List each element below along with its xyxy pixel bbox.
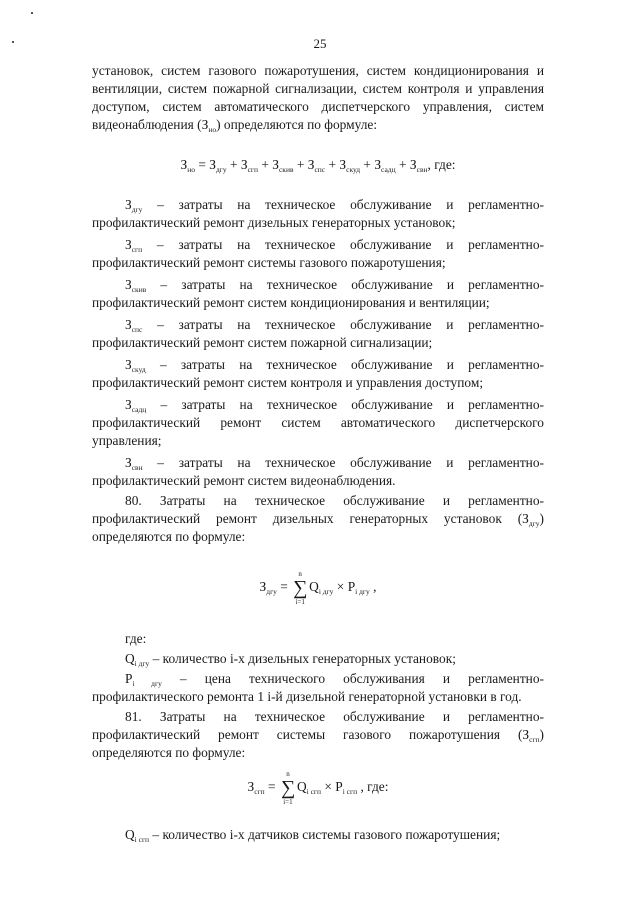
where-80-q-sub: i дгу [134, 659, 150, 668]
formula2-times: × [333, 579, 348, 595]
where-81-q-text: – количество i-х датчиков системы газового пожаротушения; [149, 827, 501, 842]
where-80-q-text: – количество i-х дизельных генераторных установок; [149, 651, 456, 666]
formula2-lhs: З [259, 579, 267, 595]
definition-text: – затраты на техническое обслуживание и регламентно-профилактический ремонт систем пожарной сигнализации; [92, 317, 544, 350]
item-80-tail: ) определяются по формуле: [92, 511, 544, 544]
formula3-times: × [321, 779, 336, 795]
where-80-p-text: – цена технического обслуживания и регламентно-профилактического ремонта 1 i-й дизельной генераторной установки в год. [92, 671, 545, 704]
definition-symbol-sub: сгп [131, 245, 143, 254]
formula1-term-sub: дгу [215, 165, 227, 174]
definition-text: – затраты на техническое обслуживание и регламентно-профилактический ремонт систем кондиционирования и вентиляции; [92, 277, 544, 310]
formula3-equals: = [264, 779, 279, 795]
where-label-80: где: [125, 631, 147, 646]
where-80-p-sub: i дгу [132, 679, 162, 688]
definition-skiv [92, 276, 544, 312]
definition-symbol: З [125, 237, 132, 252]
definition-symbol-sub: спс [131, 325, 143, 334]
formula1-term: З [339, 157, 347, 172]
formula1-term: З [209, 157, 216, 172]
formula1-plus: + [395, 157, 410, 172]
formula3-q-sub: i сгп [306, 787, 321, 797]
scan-speck-top [31, 12, 33, 14]
document-body [92, 62, 544, 844]
summation-sign [281, 770, 295, 806]
formula2-q-sub: i дгу [318, 587, 334, 597]
definition-dgu [92, 196, 544, 232]
formula1-term: З [374, 157, 382, 172]
formula3-p: P [335, 779, 343, 795]
item-81-text: 81. Затраты на техническое обслуживание и регламентно-профилактический ремонт системы газового пожаротушения (З [92, 709, 544, 742]
formula2-p-sub: i дгу [355, 587, 370, 597]
formula3-tail: , где: [357, 779, 389, 795]
definition-text: – затраты на техническое обслуживание и регламентно-профилактический ремонт дизельных генераторных установок; [92, 197, 544, 230]
definition-text: – затраты на техническое обслуживание и регламентно-профилактический ремонт систем контроля и управления доступом; [92, 357, 544, 390]
formula2-equals: = [276, 579, 292, 595]
formula1-plus: + [325, 157, 340, 172]
sigma-icon: ∑ [293, 577, 308, 599]
formula2-tail: , [369, 579, 377, 595]
item-81-symbol-subscript: сгп [529, 735, 540, 744]
where-81-q-symbol: Q [125, 827, 135, 842]
formula-sgp [92, 770, 544, 806]
where-81-q [92, 826, 544, 844]
definition-svn [92, 454, 544, 490]
definition-symbol: З [125, 397, 132, 412]
formula1-term-sub: спс [314, 165, 326, 174]
formula1-plus: + [360, 157, 375, 172]
definition-symbol: З [125, 197, 132, 212]
definition-symbol-sub: садц [131, 405, 147, 414]
sum-lower-limit: i=1 [295, 598, 305, 606]
intro-symbol-subscript: но [208, 125, 217, 134]
formula3-lhs-sub: сгп [254, 787, 265, 797]
formula1-plus: + [226, 157, 241, 172]
where-81-q-sub: i сгп [134, 835, 150, 844]
formula3-lhs: З [247, 779, 255, 795]
intro-paragraph [92, 62, 544, 134]
item-80-paragraph [92, 492, 544, 546]
formula-dgu [92, 570, 544, 606]
definition-symbol-sub: скив [131, 285, 147, 294]
formula1-term-sub: садц [381, 165, 396, 174]
formula1-lhs-sub: но [187, 165, 195, 174]
formula1-term-sub: сгп [247, 165, 258, 174]
sum-lower-limit: i=1 [283, 798, 293, 806]
where-80-q [92, 650, 544, 668]
sigma-icon: ∑ [280, 777, 296, 799]
definition-symbol: З [125, 455, 132, 470]
formula-total-cost [92, 156, 544, 174]
formula1-term: З [409, 157, 417, 172]
where-80-p-symbol: P [125, 671, 133, 686]
formula1-plus: + [258, 157, 273, 172]
page-number: 25 [313, 36, 327, 51]
definition-sps [92, 316, 544, 352]
definition-skud [92, 356, 544, 392]
formula1-plus: + [293, 157, 308, 172]
definition-text: – затраты на техническое обслуживание и регламентно-профилактический ремонт систем автоматического диспетчерского управления; [92, 397, 544, 448]
definition-symbol: З [125, 357, 132, 372]
where-80-p [92, 670, 544, 706]
formula1-term: З [307, 157, 315, 172]
sum-upper-limit: n [298, 570, 302, 578]
item-81-tail: ) определяются по формуле: [92, 727, 544, 760]
definition-symbol: З [125, 277, 132, 292]
formula2-q: Q [309, 579, 319, 595]
intro-tail: ) определяются по формуле: [216, 117, 378, 132]
formula1-term-sub: свн [416, 165, 428, 174]
definition-sgp [92, 236, 544, 272]
intro-text: установок, систем газового пожаротушения, систем кондиционирования и вентиляции, систем пожарной сигнализации, систем контроля и управления доступом, систем автоматического диспетчерского управления, систем видеонаблюдения (З [92, 63, 544, 132]
summation-sign [293, 570, 307, 606]
item-81-paragraph [92, 708, 544, 762]
definition-symbol-sub: скуд [131, 365, 146, 374]
definition-symbol-sub: дгу [131, 205, 143, 214]
formula1-term: З [240, 157, 248, 172]
formula1-equals: = [194, 157, 210, 172]
definition-symbol: З [125, 317, 132, 332]
formula1-term-sub: скив [278, 165, 294, 174]
formula2-lhs-sub: дгу [266, 587, 277, 597]
item-80-text: 80. Затраты на техническое обслуживание и регламентно-профилактический ремонт дизельных генераторных установок (З [92, 493, 544, 526]
formula3-p-sub: i сгп [342, 787, 358, 797]
formula1-term-sub: скуд [346, 165, 361, 174]
formula3-q: Q [296, 779, 307, 795]
formula1-tail: , где: [427, 157, 456, 172]
sum-upper-limit: n [286, 770, 290, 778]
formula2-p: P [347, 579, 356, 595]
formula1-term: З [272, 157, 279, 172]
definition-sadu [92, 396, 544, 450]
definition-text: – затраты на техническое обслуживание и регламентно-профилактический ремонт системы газового пожаротушения; [92, 237, 544, 270]
definition-text: – затраты на техническое обслуживание и регламентно-профилактический ремонт систем видеонаблюдения. [92, 455, 544, 488]
definition-symbol-sub: свн [131, 463, 143, 472]
formula1-lhs: З [180, 157, 188, 172]
item-80-symbol-subscript: дгу [528, 519, 540, 528]
where-80-q-symbol: Q [125, 651, 135, 666]
